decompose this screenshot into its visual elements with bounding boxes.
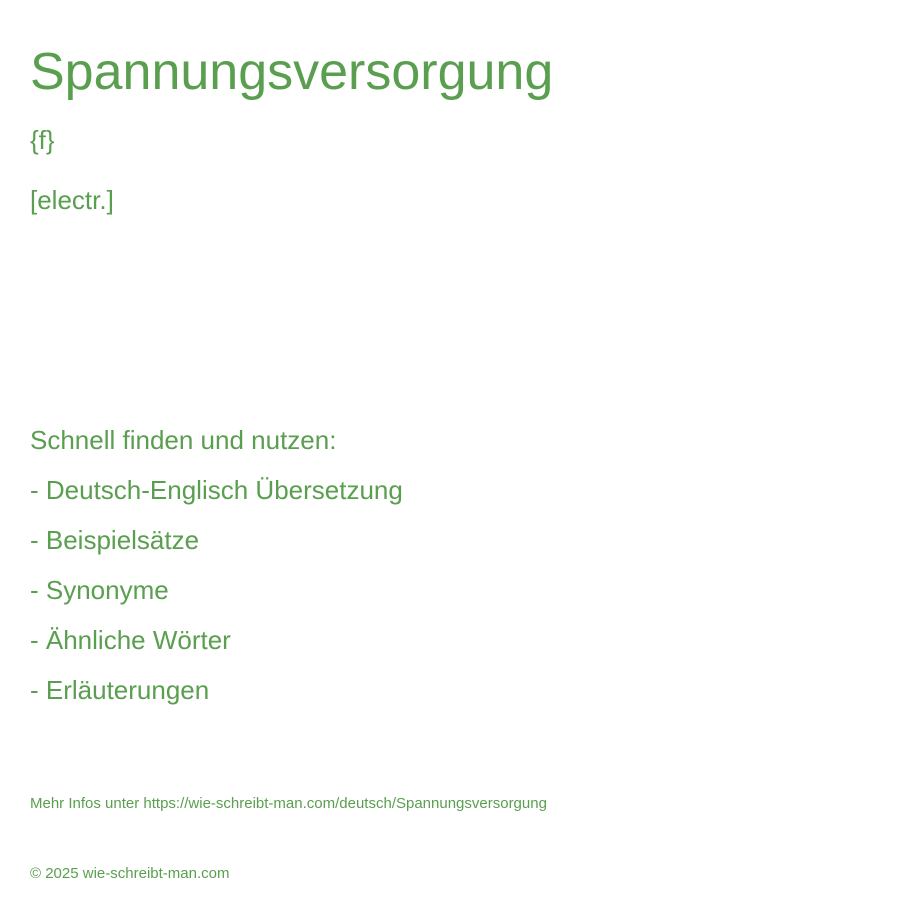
feature-item-synonyms: - Synonyme	[30, 575, 169, 605]
feature-list	[30, 474, 403, 724]
copyright-notice: © 2025 wie-schreibt-man.com	[30, 865, 230, 882]
grammatical-gender: {f}	[30, 125, 55, 155]
feature-item-explanations: - Erläuterungen	[30, 675, 210, 705]
page-title: Spannungsversorgung	[30, 43, 554, 101]
feature-item-similar-words: - Ähnliche Wörter	[30, 625, 231, 655]
more-info-text: Mehr Infos unter https://wie-schreibt-man.com/deutsch/Spannungsversorgung	[30, 795, 547, 812]
feature-item-example-sentences: - Beispielsätze	[30, 525, 200, 555]
feature-item-translation: - Deutsch-Englisch Übersetzung	[30, 475, 403, 505]
subject-domain-label: [electr.]	[30, 185, 114, 215]
features-heading: Schnell finden und nutzen:	[30, 425, 337, 455]
